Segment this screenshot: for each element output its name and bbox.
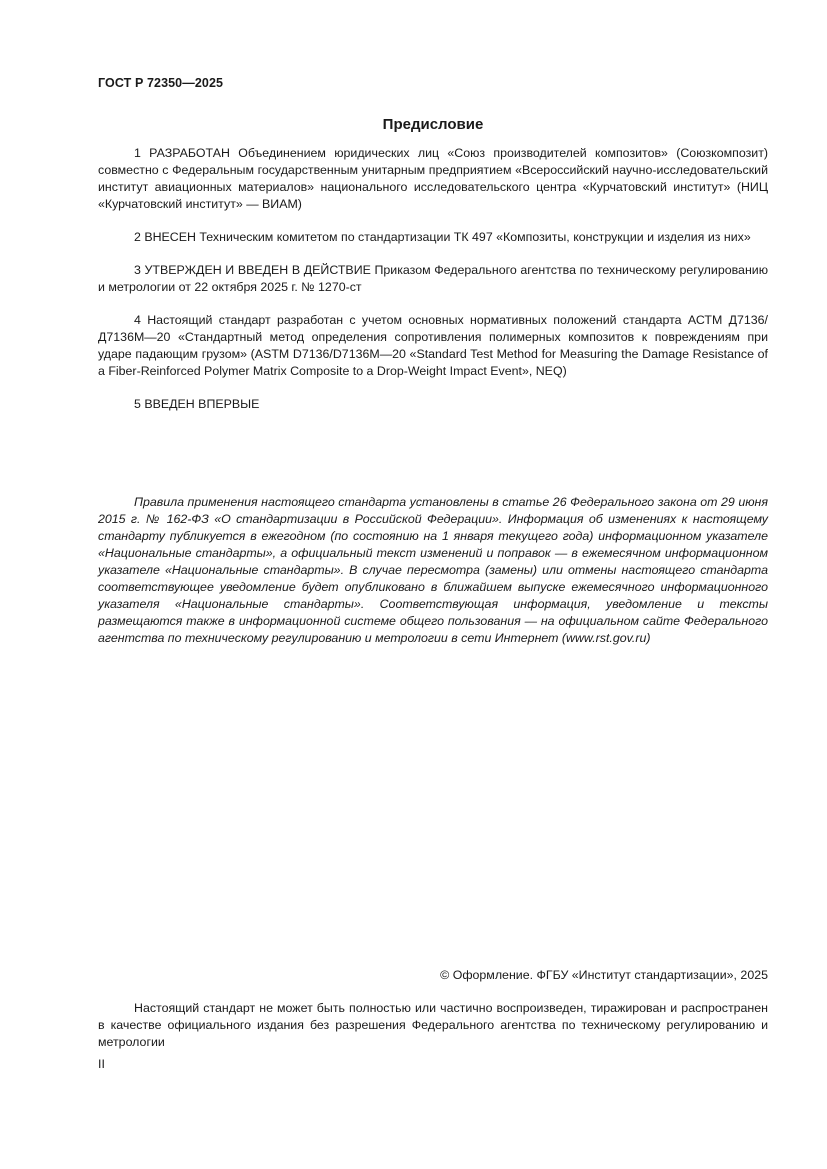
foreword-section [98,145,768,429]
page-number: II [98,1057,105,1071]
copyright-line: © Оформление. ФГБУ «Институт стандартизации», 2025 [440,968,768,982]
foreword-item-introduced: 5 ВВЕДЕН ВПЕРВЫЕ [134,397,260,411]
foreword-item-submitted: 2 ВНЕСЕН Техническим комитетом по стандартизации ТК 497 «Композиты, конструкции и изделия из них» [134,230,751,244]
page-title: Предисловие [382,116,484,133]
document-code: ГОСТ Р 72350—2025 [98,76,224,90]
rules-of-application-note: Правила применения настоящего стандарта установлены в статье 26 Федерального закона от 29 июня 2015 г. № 162-ФЗ «О стандартизации в Российской Федерации». Информация об изменениях к настоящему стандарту публикуется в ежегодном (по состоянию на 1 января текущего года) информационном указателе «Национальные стандарты», а официальный текст изменений и поправок — в ежемесячном информационном указателе «Национальные стандарты». В случае пересмотра (замены) или отмены настоящего стандарта соответствующее уведомление будет опубликовано в ближайшем выпуске ежемесячного информационного указателя «Национальные стандарты». Соответствующая информация, уведомление и тексты размещаются также в информационной системе общего пользования — на официальном сайте Федерального агентства по техническому регулированию и метрологии в сети Интернет (www.rst.gov.ru) [98,495,768,645]
foreword-item-developed: 1 РАЗРАБОТАН Объединением юридических лиц «Союз производителей композитов» (Союзкомпозит) совместно с Федеральным государственным унитарным предприятием «Всероссийский научно-исследовательский институт авиационных материалов» национального исследовательского центра «Курчатовский институт» (НИЦ «Курчатовский институт» — ВИАМ) [98,146,768,211]
foreword-item-approved: 3 УТВЕРЖДЕН И ВВЕДЕН В ДЕЙСТВИЕ Приказом Федерального агентства по техническому регулированию и метрологии от 22 октября 2025 г. № 1270-ст [98,263,768,294]
foreword-item-basis: 4 Настоящий стандарт разработан с учетом основных нормативных положений стандарта АСТМ Д7136/Д7136М—20 «Стандартный метод определения сопротивления полимерных композитов к повреждениям при ударе падающим грузом» (ASTM D7136/D7136M—20 «Standard Test Method for Measuring the Damage Resistance of a Fiber-Reinforced Polymer Matrix Composite to a Drop-Weight Impact Event», NEQ) [98,313,768,378]
reproduction-restriction-note: Настоящий стандарт не может быть полностью или частично воспроизведен, тиражирован и распространен в качестве официального издания без разрешения Федерального агентства по техническому регулированию и метрологии [98,1001,768,1049]
